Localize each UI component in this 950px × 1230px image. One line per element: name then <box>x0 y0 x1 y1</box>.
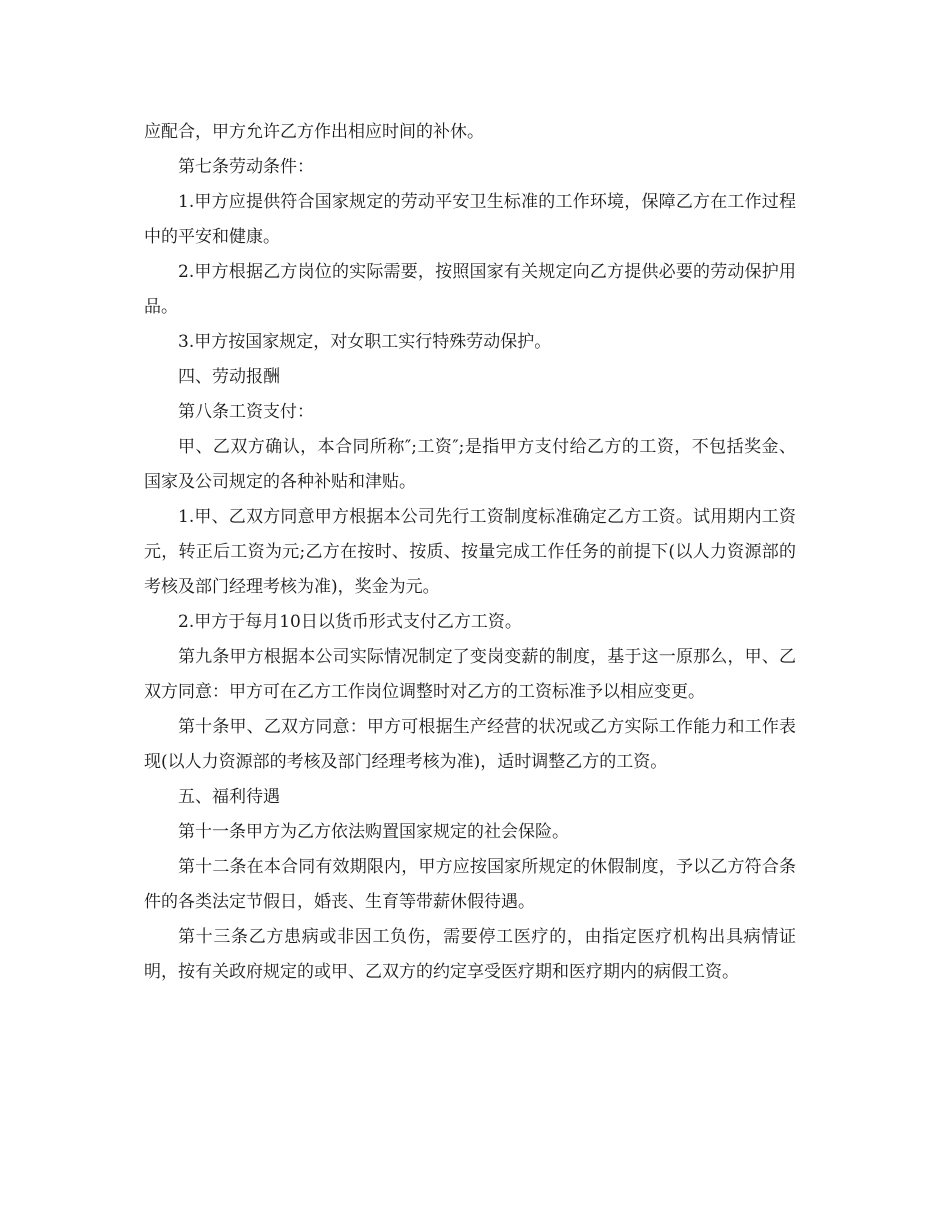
paragraph-article-8-heading: 第八条工资支付： <box>178 402 314 422</box>
paragraph-article-7-heading: 第七条劳动条件： <box>178 157 314 177</box>
section-heading-welfare: 五、福利待遇 <box>178 787 280 807</box>
paragraph-article-7-item-2: 2.甲方根据乙方岗位的实际需要，按照国家有关规定向乙方提供必要的劳动保护用品。 <box>144 262 796 317</box>
paragraph-article-12: 第十二条在本合同有效期限内，甲方应按国家所规定的休假制度，予以乙方符合条件的各类法定节假日，婚丧、生育等带薪休假待遇。 <box>144 857 796 912</box>
paragraph-article-10: 第十条甲、乙双方同意：甲方可根据生产经营的状况或乙方实际工作能力和工作表现(以人力资源部的考核及部门经理考核为准)，适时调整乙方的工资。 <box>144 717 796 772</box>
paragraph-article-11: 第十一条甲方为乙方依法购置国家规定的社会保险。 <box>178 822 569 842</box>
document-body <box>144 115 796 990</box>
paragraph-continuation: 应配合，甲方允许乙方作出相应时间的补休。 <box>144 122 484 142</box>
section-heading-labor-remuneration: 四、劳动报酬 <box>178 367 280 387</box>
paragraph-article-9: 第九条甲方根据本公司实际情况制定了变岗变薪的制度，基于这一原那么，甲、乙双方同意：甲方可在乙方工作岗位调整时对乙方的工资标准予以相应变更。 <box>144 647 796 702</box>
paragraph-article-7-item-1: 1.甲方应提供符合国家规定的劳动平安卫生标准的工作环境，保障乙方在工作过程中的平安和健康。 <box>144 192 796 247</box>
paragraph-article-8-definition: 甲、乙双方确认，本合同所称″;工资″;是指甲方支付给乙方的工资，不包括奖金、国家及公司规定的各种补贴和津贴。 <box>144 437 796 492</box>
paragraph-article-8-item-1: 1.甲、乙双方同意甲方根据本公司先行工资制度标准确定乙方工资。试用期内工资元，转正后工资为元;乙方在按时、按质、按量完成工作任务的前提下(以人力资源部的考核及部门经理考核为准)，奖金为元。 <box>144 507 796 597</box>
paragraph-article-7-item-3: 3.甲方按国家规定，对女职工实行特殊劳动保护。 <box>178 332 552 352</box>
paragraph-article-8-item-2: 2.甲方于每月10日以货币形式支付乙方工资。 <box>178 612 522 632</box>
paragraph-article-13: 第十三条乙方患病或非因工负伤，需要停工医疗的，由指定医疗机构出具病情证明，按有关政府规定的或甲、乙双方的约定享受医疗期和医疗期内的病假工资。 <box>144 927 796 982</box>
